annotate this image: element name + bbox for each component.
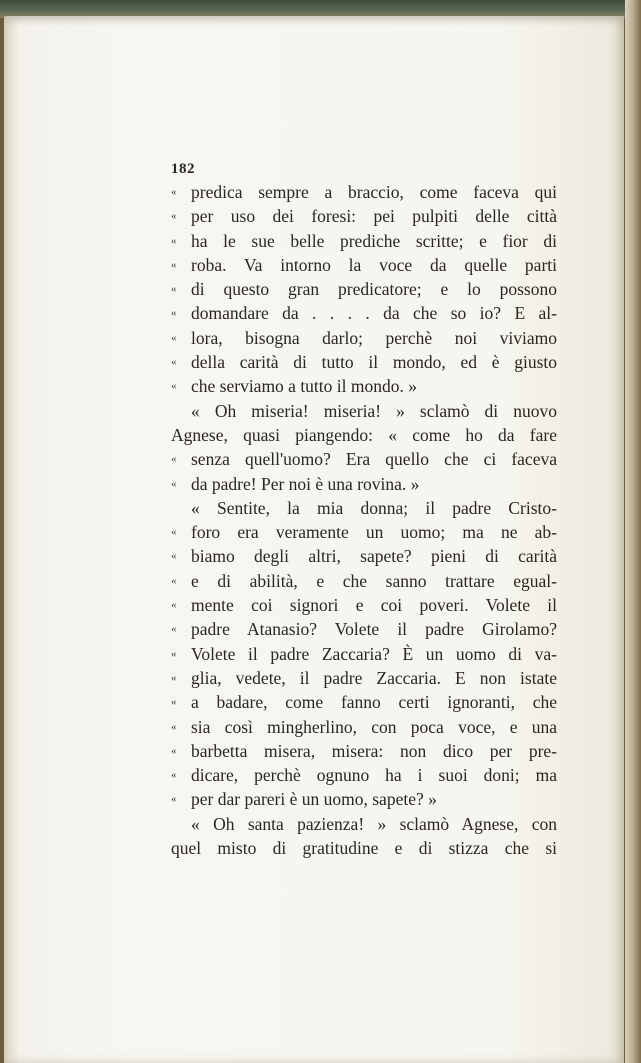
text-line-content: glia, vedete, il padre Zaccaria. E non istate — [191, 667, 557, 688]
text-line — [171, 690, 557, 714]
margin-quote-mark: « — [171, 744, 177, 757]
text-line-content: senza quell'uomo? Era quello che ci faceva — [191, 449, 557, 470]
margin-quote-mark: « — [171, 793, 177, 806]
margin-quote-mark: « — [171, 210, 177, 223]
text-line — [171, 301, 557, 325]
text-line — [171, 739, 557, 763]
text-line-content: Agnese, quasi piangendo: « come ho da fare — [171, 424, 557, 445]
text-line — [171, 666, 557, 690]
text-line-content: « Oh santa pazienza! » sclamò Agnese, con — [191, 813, 557, 834]
text-line — [171, 496, 557, 520]
text-line-content: quel misto di gratitudine e di stizza che si — [171, 838, 557, 859]
margin-quote-mark: « — [171, 574, 177, 587]
text-line — [171, 447, 557, 471]
text-line-content: padre Atanasio? Volete il padre Girolamo? — [191, 619, 557, 640]
text-line-content: dicare, perchè ognuno ha i suoi doni; ma — [191, 765, 557, 786]
text-line — [171, 399, 557, 423]
text-line — [171, 350, 557, 374]
text-line-content: predica sempre a braccio, come faceva qui — [191, 182, 557, 202]
text-line-content: per dar pareri è un uomo, sapete? » — [191, 789, 437, 810]
text-line-content: e di abilità, e che sanno trattare egual- — [191, 570, 557, 591]
margin-quote-mark: « — [171, 550, 177, 563]
text-line — [171, 253, 557, 277]
text-lines — [171, 180, 557, 860]
text-line-content: « Oh miseria! miseria! » sclamò di nuovo — [191, 400, 557, 421]
text-line-content: per uso dei foresi: pei pulpiti delle città — [191, 206, 557, 227]
text-line — [171, 544, 557, 568]
margin-quote-mark: « — [171, 453, 177, 466]
text-line-content: a badare, come fanno certi ignoranti, che — [191, 692, 557, 713]
margin-quote-mark: « — [171, 769, 177, 782]
text-line-content: foro era veramente un uomo; ma ne ab- — [191, 522, 557, 543]
text-line — [171, 423, 557, 447]
text-line-content: biamo degli altri, sapete? pieni di carità — [191, 546, 557, 567]
text-line-content: sia così mingherlino, con poca voce, e una — [191, 716, 557, 737]
page-number: 182 — [171, 161, 195, 177]
text-line-content: lora, bisogna darlo; perchè noi viviamo — [191, 327, 557, 348]
text-line — [171, 204, 557, 228]
margin-quote-mark: « — [171, 380, 177, 393]
margin-quote-mark: « — [171, 720, 177, 733]
page-gutter-shadow — [4, 16, 20, 1063]
text-line — [171, 472, 557, 496]
margin-quote-mark: « — [171, 283, 177, 296]
page-text-block — [171, 158, 557, 860]
text-line — [171, 229, 557, 253]
text-line — [171, 836, 557, 860]
text-line-content: domandare da . . . . da che so io? E al- — [191, 303, 557, 324]
text-line — [171, 374, 557, 398]
text-line — [171, 763, 557, 787]
text-line — [171, 277, 557, 301]
margin-quote-mark: « — [171, 258, 177, 271]
page-stack-edge — [625, 0, 641, 1063]
margin-quote-mark: « — [171, 623, 177, 636]
margin-quote-mark: « — [171, 477, 177, 490]
margin-quote-mark: « — [171, 647, 177, 660]
margin-quote-mark: « — [171, 186, 177, 198]
margin-quote-mark: « — [171, 234, 177, 247]
margin-quote-mark: « — [171, 696, 177, 709]
margin-quote-mark: « — [171, 526, 177, 539]
text-line — [171, 326, 557, 350]
text-line — [171, 617, 557, 641]
text-line-content: barbetta misera, misera: non dico per pre- — [191, 740, 557, 761]
text-line — [171, 715, 557, 739]
text-line — [171, 642, 557, 666]
text-line-content: « Sentite, la mia donna; il padre Cristo- — [191, 497, 557, 518]
text-line — [171, 593, 557, 617]
text-line-content: da padre! Per noi è una rovina. » — [191, 473, 420, 494]
text-line-content: di questo gran predicatore; e lo possono — [191, 279, 557, 300]
text-line-content: ha le sue belle prediche scritte; e fior di — [191, 230, 557, 251]
text-line-content: Volete il padre Zaccaria? È un uomo di va- — [191, 643, 557, 664]
margin-quote-mark: « — [171, 599, 177, 612]
text-line — [171, 787, 557, 811]
text-line-content: mente coi signori e coi poveri. Volete il — [191, 595, 557, 616]
margin-quote-mark: « — [171, 331, 177, 344]
text-line-content: della carità di tutto il mondo, ed è giusto — [191, 352, 557, 373]
margin-quote-mark: « — [171, 356, 177, 369]
text-line — [171, 569, 557, 593]
text-line — [171, 180, 557, 204]
text-line — [171, 520, 557, 544]
text-line-content: che serviamo a tutto il mondo. » — [191, 376, 417, 397]
text-line — [171, 812, 557, 836]
text-line-content: roba. Va intorno la voce da quelle parti — [191, 254, 557, 275]
margin-quote-mark: « — [171, 307, 177, 320]
margin-quote-mark: « — [171, 671, 177, 684]
